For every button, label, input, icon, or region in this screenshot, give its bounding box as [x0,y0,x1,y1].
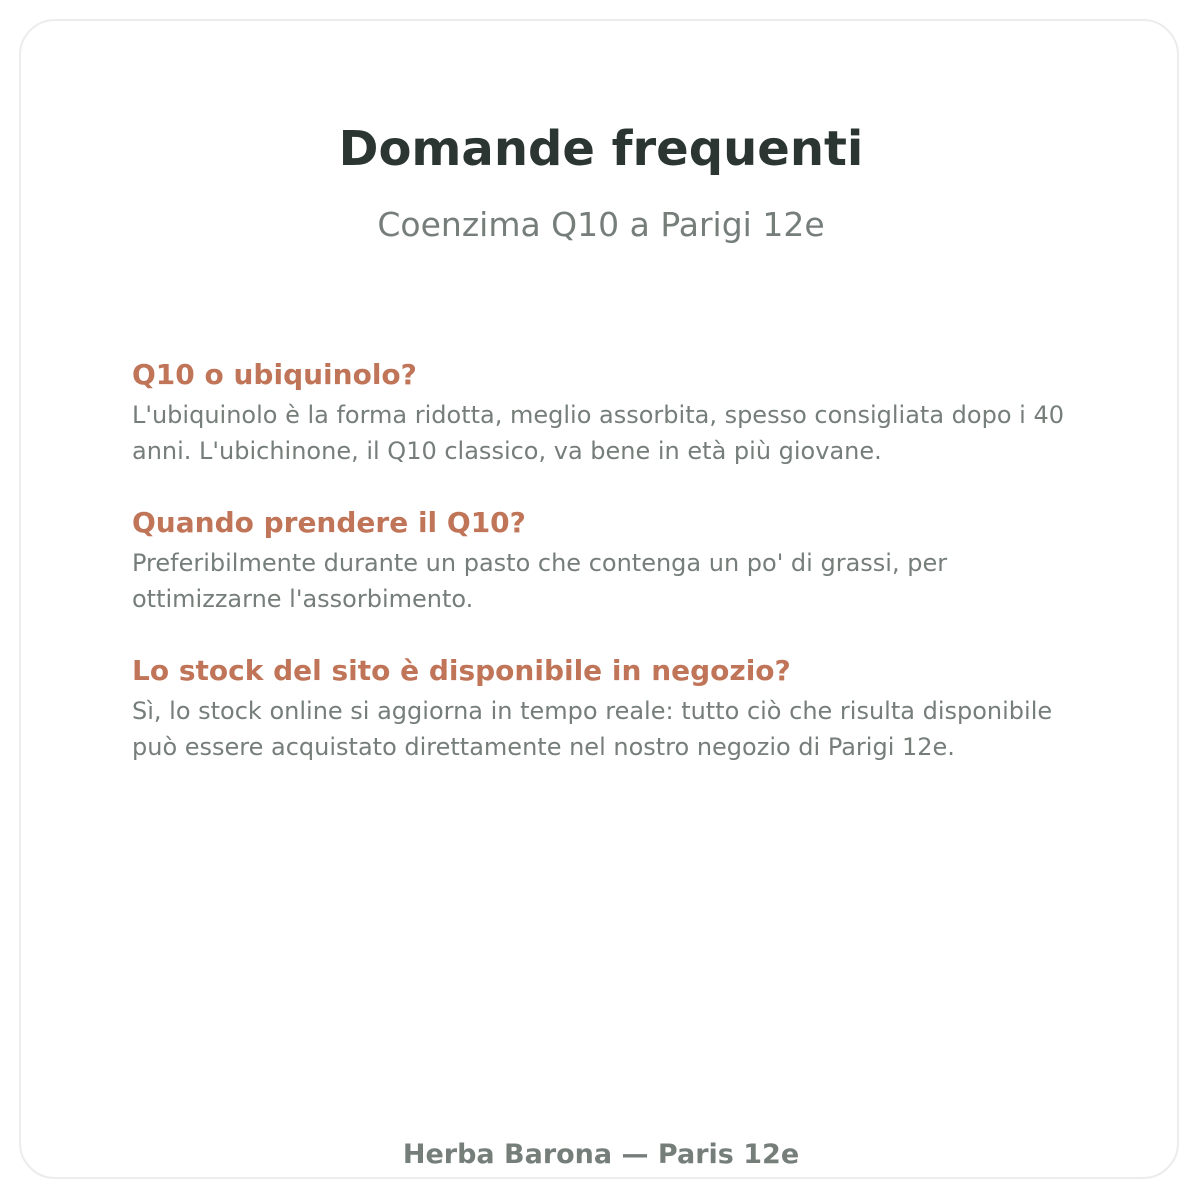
faq-answer: Preferibilmente durante un pasto che contenga un po' di grassi, per ottimizzarne l'assorbimento. [132,549,948,613]
faq-question: Quando prendere il Q10? [132,506,526,539]
page-subtitle: Coenzima Q10 a Parigi 12e [377,205,825,244]
faq-item [132,505,1092,617]
faq-item [132,357,1092,469]
faq-question: Lo stock del sito è disponibile in negozio? [132,654,791,687]
footer-brand: Herba Barona — Paris 12e [402,1139,800,1170]
faq-question: Q10 o ubiquinolo? [132,358,417,391]
faq-item [132,653,1092,765]
faq-answer: L'ubiquinolo è la forma ridotta, meglio assorbita, spesso consigliata dopo i 40 anni. L'ubichinone, il Q10 classico, va bene in età più giovane. [132,401,1064,465]
faq-answer: Sì, lo stock online si aggiorna in tempo reale: tutto ciò che risulta disponibile può essere acquistato direttamente nel nostro negozio di Parigi 12e. [132,697,1053,761]
page-title: Domande frequenti [338,121,864,177]
faq-card [19,19,1179,1179]
faq-list [132,357,1092,801]
